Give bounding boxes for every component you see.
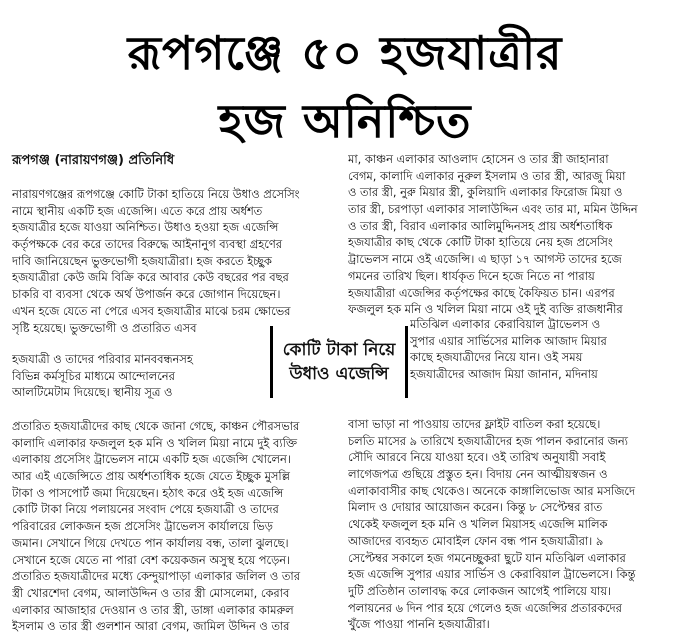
- text-line: হজযাত্রীর হজে যাওয়া অনিশ্চিত। উধাও হওয়া হজ এজেন্সি: [12, 220, 279, 235]
- text-line: হজযাত্রীরা কেউ জমি বিক্রি করে আবার কেউ বছরের পর বছর: [12, 270, 289, 285]
- text-line: সেখানে হজে যেতে না পারা বেশ কয়েকজন অসুস্থ হয়ে পড়েন।: [12, 552, 291, 567]
- text-line: বিভিন্ন কর্মসূচির মাধ্যমে আন্দোলনের: [12, 368, 175, 383]
- text-line: হজযাত্রীরা এজেন্সির কর্তৃপক্ষের কাছে কৈফিয়ত চান। এরপর: [348, 285, 615, 300]
- text-line: স্ত্রী খোরশেদা বেগম, আলাউদ্দিন ও তার স্ত্রী মোসলেমা, কেরাব: [12, 585, 290, 600]
- pull-quote-line-2: উধাও এজেন্সি: [289, 364, 389, 384]
- text-line: প্রতারিত হজযাত্রীদের কাছ থেকে জানা গেছে, কাঞ্চন পৌরসভার: [12, 419, 300, 433]
- text-line: দুটি প্রতিষ্ঠান তালাবদ্ধ করে লোকজন আগেই পালিয়ে যায়।: [348, 583, 612, 598]
- text-line: কাছে হজযাত্রীদের নিয়ে যান। ওই সময়: [410, 350, 583, 365]
- text-line: নারায়ণগঞ্জের রূপগঞ্জে কোটি টাকা হাতিয়ে নিয়ে উধাও প্রসেসিং: [12, 187, 300, 201]
- text-line: আর এই এজেন্সিতে প্রায় অর্ধশতাধিক হজে যেতে ইচ্ছুক মুসল্লি: [12, 469, 290, 484]
- text-line: কর্তৃপক্ষকে বের করে তাদের বিরুদ্ধে আইনানুগ ব্যবস্থা গ্রহণের: [12, 237, 282, 252]
- text-line: ও তার স্ত্রী, নুরু মিয়ার স্ত্রী, কুলিয়াদি এলাকার ফিরোজ মিয়া ও: [348, 185, 623, 200]
- right-column-text-a: [348, 151, 681, 318]
- text-line: হজযাত্রী ও তাদের পরিবার মানববন্ধনসহ: [12, 352, 193, 366]
- text-line: সেপ্টেম্বর সকালে হজ গমনেচ্ছুকরা ছুটে যান মতিঝিল এলাকার: [348, 550, 626, 565]
- text-line: এখন হজে যেতে না পেরে এসব হজযাত্রীর মাঝে চরম ক্ষোভের: [12, 303, 291, 318]
- text-line: চাকরি বা ব্যবসা থেকে অর্থ উপার্জন করে জোগান দিয়েছেন।: [12, 287, 281, 302]
- text-line: পলায়নের ৬ দিন পার হয়ে গেলেও হজ এজেন্সির প্রতারকদের: [348, 600, 622, 615]
- text-line: আলটিমেটাম দিয়েছে। স্থানীয় সূত্র ও: [12, 385, 173, 400]
- text-line: ট্রাভেলস নামে ওই এজেন্সি। এ ছাড়া ১৭ আগস্ট তাদের হজে: [348, 252, 622, 267]
- text-line: তার স্ত্রী, চরপাড়া এলাকার সালাউদ্দিন এবং তার মা, মমিন উদ্দিন: [348, 202, 638, 217]
- text-line: মতিঝিল এলাকার কেরাবিয়াল ট্রাভেলস ও: [410, 317, 601, 331]
- text-line: ইসলাম ও তার স্ত্রী গুলশান আরা বেগম, জামিল উদ্দিন ও তার: [12, 619, 290, 634]
- text-line: মিলাদ ও দোয়ার আয়োজন করেন। কিন্তু ৮ সেপ্টেম্বর রাত: [348, 500, 603, 515]
- text-line: আজাদের ব্যবহৃত মোবাইল ফোন বন্ধ পান হজযাত্রীরা। ৯: [348, 533, 604, 548]
- text-line: ও তার স্ত্রী, বিরাব এলাকার আলিমুদ্দিনসহ প্রায় অর্ধশতাধিক: [348, 218, 613, 233]
- text-line: দাবি জানিয়েছেন ভুক্তভোগী হজযাত্রীরা। হজ করতে ইচ্ছুক: [12, 253, 272, 268]
- text-line: কোটি টাকা নিয়ে পলায়নের সংবাদ পেয়ে হজযাত্রী ও তাদের: [12, 502, 279, 517]
- text-line: বাসা ভাড়া না পাওয়ায় তাদের ফ্লাইট বাতিল করা হয়েছে।: [348, 417, 601, 431]
- text-line: সৌদি আরবে নিয়ে যাওয়া হবে। ওই তারিখ অনুযায়ী সবাই: [348, 450, 606, 465]
- text-line: কালাদি এলাকার ফজলুল হক মনি ও খলিল মিয়া নামে দুই ব্যক্তি: [12, 435, 297, 450]
- text-line: এলাকায় প্রসেসিং ট্রাভেলস নামে একটি হজ এজেন্সি খোলেন।: [12, 452, 291, 467]
- text-line: সুপার এয়ার সার্ভিসের মালিক আজাদ মিয়ার: [410, 333, 607, 348]
- text-line: চলতি মাসের ৯ তারিখে হজযাত্রীদের হজ পালন করানোর জন্য: [348, 433, 628, 448]
- left-column-text-c: [12, 418, 338, 635]
- headline-line-2: হজ অনিশ্চিত: [218, 94, 472, 148]
- text-line: পরিবারের লোকজন হজ প্রসেসিং ট্রাভেলস কার্যালয়ে ভিড়: [12, 519, 273, 534]
- pull-quote: [270, 326, 408, 398]
- text-line: লাগেজপত্র গুছিয়ে প্রস্তুত হন। বিদায় নেন আত্মীয়স্বজন ও: [348, 467, 608, 482]
- pull-quote-line-1: কোটি টাকা নিয়ে: [282, 340, 396, 360]
- text-line: হজযাত্রীর কাছ থেকে কোটি টাকা হাতিয়ে নেয় হজ প্রসেসিং: [348, 235, 613, 250]
- text-line: এলাকার আজাহার দেওয়ান ও তার স্ত্রী, ডাঙ্গা এলাকার কামরুল: [12, 602, 294, 617]
- text-line: হজযাত্রীদের আজাদ মিয়া জানান, মদিনায়: [410, 367, 598, 382]
- text-line: থেকেই ফজলুল হক মনি ও খলিল মিয়াসহ এজেন্সি মালিক: [348, 517, 608, 532]
- left-column-text-b: [12, 351, 268, 401]
- text-line: ফজলুল হক মনি ও খলিল মিয়া নামে ওই দুই ব্যক্তি রাজধানীর: [348, 302, 623, 317]
- headline-line-1: রূপগঞ্জে ৫০ হজযাত্রীর: [127, 26, 563, 80]
- text-line: গমনের তারিখ ছিল। ধার্যকৃত দিনে হজে নিতে না পারায়: [348, 268, 595, 283]
- text-line: সৃষ্টি হয়েছে। ভুক্তভোগী ও প্রতারিত এসব: [12, 320, 197, 335]
- text-line: হজ এজেন্সি সুপার এয়ার সার্ভিস ও কেরাবিয়াল ট্রাভেলসে। কিন্তু: [348, 567, 636, 582]
- right-column-text-b: [410, 316, 682, 383]
- left-column-text-a: [12, 186, 338, 336]
- text-line: খুঁজে পাওয়া পাননি হজযাত্রীরা।: [348, 617, 490, 632]
- text-line: মা, কাঞ্চন এলাকার আওলাদ হোসেন ও তার স্ত্রী জাহানারা: [348, 152, 609, 166]
- text-line: নামে স্থানীয় একটি হজ এজেন্সি। এতে করে প্রায় অর্ধশত: [12, 203, 263, 218]
- text-line: প্রতারিত হজযাত্রীদের মধ্যে কেন্দুয়াপাড়া এলাকার জলিল ও তার: [12, 569, 300, 584]
- text-line: টাকা ও পাসপোর্ট জমা দিয়েছেন। হঠাৎ করে ওই হজ এজেন্সি: [12, 485, 284, 500]
- right-column-text-c: [348, 416, 681, 633]
- byline: রূপগঞ্জ (নারায়ণগঞ্জ) প্রতিনিধি: [12, 153, 175, 168]
- text-line: এলাকাবাসীর কাছ থেকেও। অনেকে কাঙ্গালিভোজ আর মসজিদে: [348, 483, 635, 498]
- text-line: জমান। সেখানে গিয়ে দেখতে পান কার্যালয় বন্ধ, তালা ঝুলছে।: [12, 535, 289, 550]
- text-line: বেগম, কালাদি এলাকার নুরুল ইসলাম ও তার স্ত্রী, আরজু মিয়া: [348, 168, 626, 183]
